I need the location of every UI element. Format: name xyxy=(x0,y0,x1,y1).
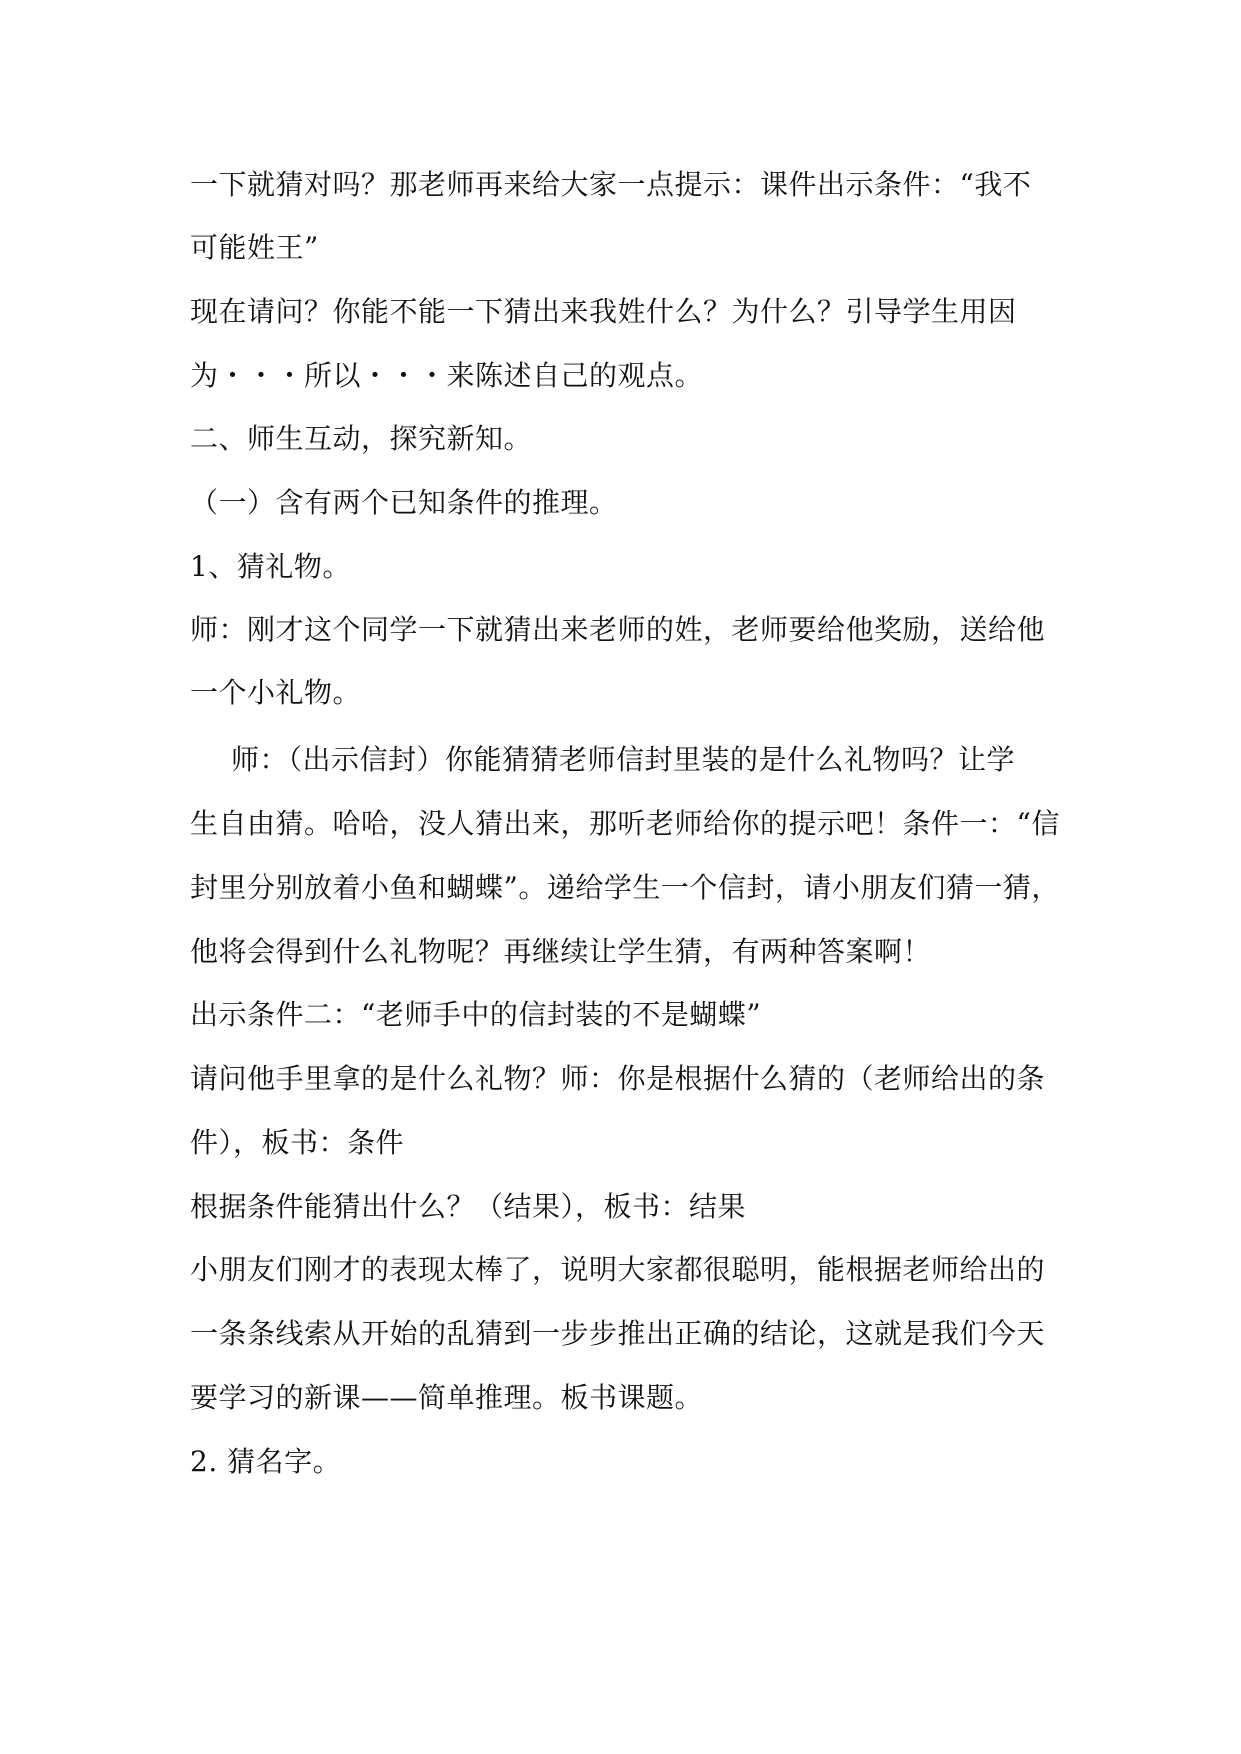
text-line: 生自由猜。哈哈，没人猜出来，那听老师给你的提示吧！条件一：“信 xyxy=(190,807,1060,840)
text-line: 根据条件能猜出什么？（结果），板书：结果 xyxy=(190,1190,747,1223)
text-line: 出示条件二：“老师手中的信封装的不是蝴蝶” xyxy=(190,998,762,1031)
item-heading: 2. 猜名字。 xyxy=(190,1445,342,1478)
text-line: 一条条线索从开始的乱猜到一步步推出正确的结论，这就是我们今天 xyxy=(190,1317,1046,1350)
text-line: 小朋友们刚才的表现太棒了，说明大家都很聪明，能根据老师给出的 xyxy=(190,1253,1046,1286)
text-line: 件），板书：条件 xyxy=(190,1126,405,1159)
section-heading: 二、师生互动，探究新知。 xyxy=(190,422,533,455)
text-line: 师：（出示信封）你能猜猜老师信封里装的是什么礼物吗？让学 xyxy=(231,743,1016,776)
text-line: 封里分别放着小鱼和蝴蝶”。递给学生一个信封，请小朋友们猜一猜， xyxy=(190,871,1060,904)
text-line: 要学习的新课——简单推理。板书课题。 xyxy=(190,1381,704,1414)
text-line: 可能姓王” xyxy=(190,231,319,264)
text-line: 为・・・所以・・・来陈述自己的观点。 xyxy=(190,359,704,392)
text-line: 一个小礼物。 xyxy=(190,676,362,709)
text-line: 师：刚才这个同学一下就猜出来老师的姓，老师要给他奖励，送给他 xyxy=(190,613,1046,646)
text-line: 一下就猜对吗？那老师再来给大家一点提示：课件出示条件：“我不 xyxy=(190,168,1032,201)
item-heading: 1、猜礼物。 xyxy=(190,550,351,583)
text-line: 现在请问？你能不能一下猜出来我姓什么？为什么？引导学生用因 xyxy=(190,295,1017,328)
text-line: 他将会得到什么礼物呢？再继续让学生猜，有两种答案啊！ xyxy=(190,935,932,968)
subsection-heading: （一）含有两个已知条件的推理。 xyxy=(190,486,618,519)
text-line: 请问他手里拿的是什么礼物？师：你是根据什么猜的（老师给出的条 xyxy=(190,1062,1046,1095)
